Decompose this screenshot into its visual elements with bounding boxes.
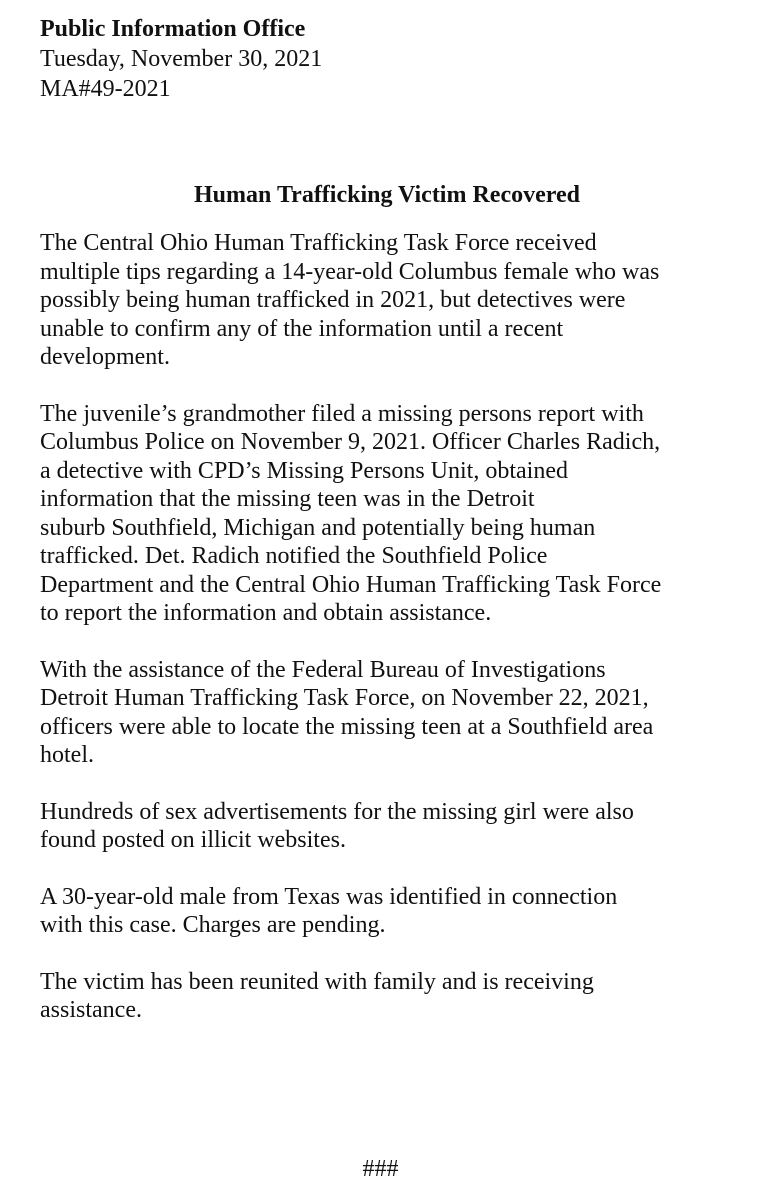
text-line: development.: [40, 344, 170, 370]
text-line: With the assistance of the Federal Bureau of Investigations: [40, 656, 606, 683]
text-line: a detective with CPD’s Missing Persons Unit, obtained: [40, 457, 568, 484]
body-paragraph: [40, 968, 730, 1025]
text-line: hotel.: [40, 742, 94, 768]
end-mark: ###: [362, 1156, 399, 1182]
text-line: trafficked. Det. Radich notified the Southfield Police: [40, 543, 548, 569]
body-paragraph: [40, 798, 730, 855]
body-paragraph: [40, 656, 730, 770]
text-line: The juvenile’s grandmother filed a missing persons report with: [40, 400, 644, 427]
text-line: A 30-year-old male from Texas was identified in connection: [40, 883, 618, 910]
body-paragraph: [40, 229, 730, 372]
text-line: Department and the Central Ohio Human Trafficking Task Force: [40, 571, 662, 598]
text-line: officers were able to locate the missing teen at a Southfield area: [40, 713, 654, 740]
release-date: Tuesday, November 30, 2021: [40, 46, 323, 72]
headline: Human Trafficking Victim Recovered: [194, 182, 580, 208]
text-line: The Central Ohio Human Trafficking Task Force received: [40, 230, 597, 256]
text-line: suburb Southfield, Michigan and potentially being human: [40, 514, 596, 541]
text-line: with this case. Charges are pending.: [40, 912, 386, 938]
text-line: possibly being human trafficked in 2021, but detectives were: [40, 287, 626, 313]
text-line: found posted on illicit websites.: [40, 827, 346, 853]
body-paragraph: [40, 883, 730, 940]
text-line: to report the information and obtain assistance.: [40, 600, 492, 626]
body-paragraph: [40, 400, 730, 628]
text-line: Hundreds of sex advertisements for the missing girl were also: [40, 798, 634, 825]
text-line: Detroit Human Trafficking Task Force, on November 22, 2021,: [40, 685, 649, 711]
text-line: multiple tips regarding a 14-year-old Columbus female who was: [40, 258, 660, 285]
release-number: MA#49-2021: [40, 76, 171, 102]
text-line: Columbus Police on November 9, 2021. Officer Charles Radich,: [40, 429, 661, 455]
text-line: information that the missing teen was in the Detroit: [40, 486, 535, 512]
body-text: [40, 229, 730, 1025]
text-line: The victim has been reunited with family and is receiving: [40, 968, 594, 995]
office-name: Public Information Office: [40, 16, 306, 42]
text-line: assistance.: [40, 997, 142, 1023]
press-release: [40, 14, 730, 1025]
text-line: unable to confirm any of the information until a recent: [40, 315, 564, 342]
